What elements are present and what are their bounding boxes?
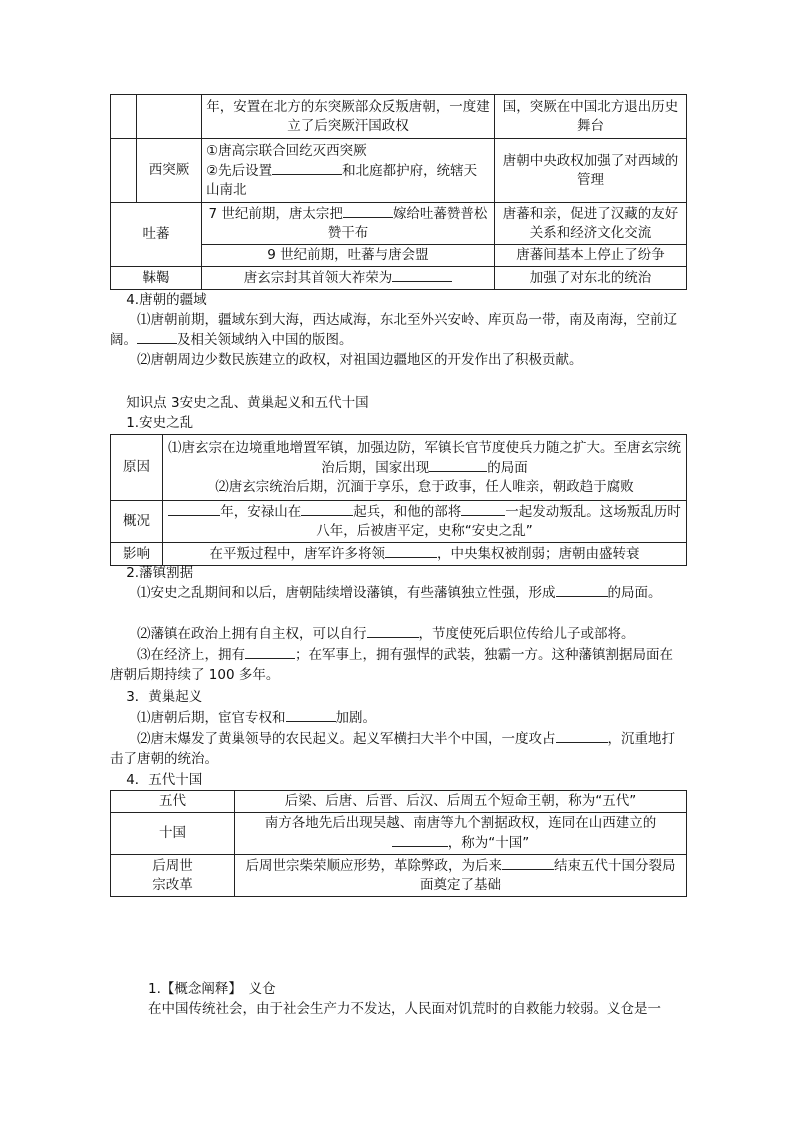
- row-label-reform: 后周世 宗改革: [111, 855, 235, 897]
- table-anshi-rebellion: [110, 434, 687, 566]
- paragraph: ⑴唐朝后期，宦官专权和 加剧。: [137, 710, 376, 726]
- row-label-mohe: 靺鞨: [111, 267, 202, 290]
- section-heading: 1.安史之乱: [126, 415, 194, 431]
- section-heading: 3．黄巢起义: [126, 689, 203, 705]
- fill-blank[interactable]: [137, 330, 177, 344]
- knowledge-point-title: 知识点 3安史之乱、黄巢起义和五代十国: [126, 395, 369, 411]
- table-cell: 年，安禄山在 起兵，和他的部将 一起发动叛乱。这场叛乱历时八年，后被唐平定，史称“安史之乱”: [163, 501, 687, 543]
- table-cell: 7 世纪前期，唐太宗把 嫁给吐蕃赞普松赞干布: [202, 203, 495, 245]
- cell-line: ①唐高宗联合回纥灭西突厥: [206, 142, 367, 159]
- cell-line: ⑴唐玄宗在边境重地增置军镇，加强边防，军镇长官节度使兵力随之扩大。至唐玄宗统治后期，国家出现 的局面: [168, 439, 681, 476]
- fill-blank[interactable]: [556, 729, 608, 743]
- paragraph: ⑵唐朝周边少数民族建立的政权，对祖国边疆地区的开发作出了积极贡献。: [137, 352, 583, 368]
- row-label-impact: 影响: [111, 543, 163, 566]
- concept-heading: 1.【概念阐释】 义仓: [148, 981, 276, 997]
- section-heading: 2.藩镇割据: [126, 565, 194, 581]
- row-label-tubo: 吐蕃: [111, 203, 202, 267]
- fill-blank[interactable]: [392, 268, 452, 282]
- cell-line: ⑵唐玄宗统治后期，沉湎于享乐，怠于政事，任人唯亲，朝政趋于腐败: [215, 478, 634, 495]
- section-heading: 4．五代十国: [126, 772, 203, 788]
- table-cell: 后周世宗柴荣顺应形势，革除弊政，为后来 结束五代十国分裂局面奠定了基础: [235, 855, 687, 897]
- row-label-xitujue: 西突厥: [137, 139, 202, 203]
- row-label-cause: 原因: [111, 435, 163, 501]
- table-cell: 后梁、后唐、后晋、后汉、后周五个短命王朝，称为“五代”: [235, 791, 687, 813]
- table-cell: 唐玄宗封其首领大祚荣为: [202, 267, 495, 290]
- fill-blank[interactable]: [367, 624, 419, 638]
- fill-blank[interactable]: [272, 161, 342, 175]
- fill-blank[interactable]: [429, 458, 487, 472]
- paragraph: ⑵唐末爆发了黄巢领导的农民起义。起义军横扫大半个中国，一度攻占 ，沉重地打击了唐朝的统治。: [110, 731, 675, 767]
- fill-blank[interactable]: [168, 502, 220, 516]
- table-cell: 国，突厥在中国北方退出历史舞台: [495, 95, 687, 139]
- row-label-overview: 概况: [111, 501, 163, 543]
- table-cell: 南方各地先后出现吴越、南唐等九个割据政权，连同在山西建立的，称为“十国”: [235, 813, 687, 855]
- fill-blank[interactable]: [343, 204, 393, 218]
- table-cell: [202, 139, 495, 203]
- cell-line: ②先后设置 和北庭都护府，统辖天山南北: [206, 162, 478, 198]
- table-cell: 加强了对东北的统治: [495, 267, 687, 290]
- fill-blank[interactable]: [502, 856, 554, 870]
- table-five-dynasties: [110, 790, 687, 897]
- section-heading: 4.唐朝的疆域: [126, 292, 207, 308]
- paragraph: ⑵藩镇在政治上拥有自主权，可以自行 ，节度使死后职位传给儿子或部将。: [137, 626, 635, 642]
- table-cell: 唐朝中央政权加强了对西域的管理: [495, 139, 687, 203]
- table-cell: 唐蕃和亲，促进了汉藏的友好关系和经济文化交流: [495, 203, 687, 245]
- row-label-wudai: 五代: [111, 791, 235, 813]
- fill-blank[interactable]: [392, 833, 448, 847]
- table-cell: [111, 95, 137, 139]
- fill-blank[interactable]: [556, 583, 608, 597]
- table-border-relations: [110, 94, 687, 290]
- table-cell: [111, 139, 137, 203]
- table-cell: 年，安置在北方的东突厥部众反叛唐朝，一度建立了后突厥汗国政权: [202, 95, 495, 139]
- table-cell: [137, 95, 202, 139]
- fill-blank[interactable]: [286, 708, 336, 722]
- fill-blank[interactable]: [301, 502, 353, 516]
- fill-blank[interactable]: [461, 502, 505, 516]
- table-cell: 9 世纪前期，吐蕃与唐会盟: [202, 245, 495, 267]
- fill-blank[interactable]: [245, 645, 295, 659]
- table-cell: [163, 435, 687, 501]
- paragraph: ⑶在经济上，拥有 ；在军事上，拥有强悍的武装，独霸一方。这种藩镇割据局面在唐朝后期持续了 100 多年。: [110, 647, 673, 683]
- fill-blank[interactable]: [385, 544, 437, 558]
- table-cell: 唐蕃间基本上停止了纷争: [495, 245, 687, 267]
- paragraph: ⑴唐朝前期，疆域东到大海，西达咸海，东北至外兴安岭、库页岛一带，南及南海，空前辽阔。 及相关领域纳入中国的版图。: [110, 312, 677, 348]
- paragraph: ⑴安史之乱期间和以后，唐朝陆续增设藩镇，有些藩镇独立性强，形成 的局面。: [137, 585, 662, 601]
- row-label-shiguo: 十国: [111, 813, 235, 855]
- paragraph: 在中国传统社会，由于社会生产力不发达，人民面对饥荒时的自救能力较弱。义仓是一: [148, 1001, 661, 1017]
- table-cell: 在平叛过程中，唐军许多将领 ，中央集权被削弱；唐朝由盛转衰: [163, 543, 687, 566]
